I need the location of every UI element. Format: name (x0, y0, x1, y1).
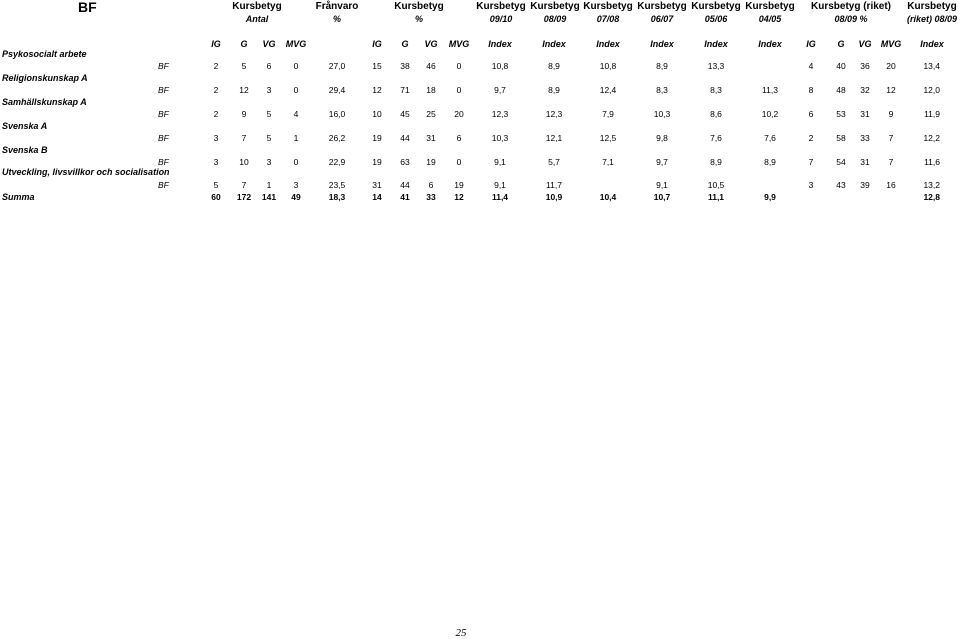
column-header-sub: 09/10 (489, 14, 513, 24)
table-cell: 39 (860, 180, 870, 190)
table-cell: 63 (400, 157, 410, 167)
table-cell: 27,0 (328, 61, 346, 71)
table-cell: 0 (456, 85, 462, 95)
table-cell: 9,7 (656, 157, 668, 167)
table-cell: 15 (372, 61, 382, 71)
table-cell: 8,3 (710, 85, 722, 95)
summary-cell: 9,9 (764, 192, 776, 202)
column-subheader: Index (542, 39, 566, 49)
row-label: Utveckling, livsvillkor och socialisation (2, 167, 170, 177)
table-cell: 0 (293, 61, 299, 71)
table-cell: 12,3 (545, 109, 563, 119)
table-cell: 12,1 (545, 133, 563, 143)
column-subheader: MVG (448, 39, 470, 49)
table-cell: 12,3 (491, 109, 509, 119)
table-cell: 12,2 (923, 133, 940, 143)
table-cell: 12 (372, 85, 382, 95)
table-cell: 10,5 (707, 180, 725, 190)
table-cell: 71 (400, 85, 410, 95)
column-subheader: Index (596, 39, 620, 49)
table-cell: 7,6 (764, 133, 776, 143)
column-subheader: Index (704, 39, 728, 49)
column-header: Kursbetyg (691, 1, 741, 12)
table-cell: 29,4 (328, 85, 346, 95)
table-cell: 0 (293, 85, 299, 95)
table-cell: 8,3 (656, 85, 668, 95)
summary-cell: 41 (400, 192, 410, 202)
table-cell: 8,9 (710, 157, 722, 167)
table-cell: 0 (293, 157, 299, 167)
table-cell: 9,8 (656, 133, 668, 143)
table-cell: 53 (836, 109, 846, 119)
table-cell: 13,2 (923, 180, 940, 190)
table-cell: 26,2 (328, 133, 346, 143)
table-cell: 10,8 (599, 61, 617, 71)
column-subheader: IG (372, 39, 382, 49)
row-label: Psykosocialt arbete (2, 49, 87, 59)
table-cell: 3 (293, 180, 299, 190)
table-cell: 19 (372, 133, 382, 143)
table-cell: 10,8 (491, 61, 509, 71)
table-cell: 4 (808, 61, 814, 71)
table-cell: 12 (239, 85, 249, 95)
table-cell: 32 (860, 85, 870, 95)
table-cell: 6 (428, 180, 434, 190)
table-cell: 8,9 (548, 85, 560, 95)
table-cell: 31 (860, 157, 870, 167)
column-header: Kursbetyg (530, 1, 580, 12)
table-cell: 2 (213, 109, 219, 119)
row-code: BF (158, 133, 169, 143)
table-cell: 7,1 (602, 157, 614, 167)
table-cell: 1 (266, 180, 272, 190)
summary-cell: 141 (261, 192, 277, 202)
table-cell: 13,3 (707, 61, 725, 71)
table-cell: 6 (808, 109, 814, 119)
column-header: Frånvaro (315, 1, 359, 12)
table-cell: 31 (860, 109, 870, 119)
column-header: Kursbetyg (riket) (810, 1, 892, 12)
table-cell: 8,6 (710, 109, 722, 119)
table-cell: 40 (836, 61, 846, 71)
column-subheader: G (240, 39, 248, 49)
table-cell: 45 (400, 109, 410, 119)
summary-cell: 11,1 (707, 192, 725, 202)
table-cell: 0 (456, 157, 462, 167)
table-cell: 25 (426, 109, 436, 119)
table-cell: 19 (454, 180, 464, 190)
column-header: Kursbetyg (583, 1, 633, 12)
table-cell: 7 (888, 157, 894, 167)
table-cell: 12,0 (923, 85, 940, 95)
column-subheader: Index (650, 39, 674, 49)
table-cell: 36 (860, 61, 870, 71)
column-subheader: VG (858, 39, 872, 49)
table-cell: 7,6 (710, 133, 722, 143)
column-header: Kursbetyg (232, 1, 282, 12)
table-cell: 9,1 (494, 180, 506, 190)
column-header: Kursbetyg (637, 1, 687, 12)
table-cell: 19 (426, 157, 436, 167)
column-subheader: VG (424, 39, 438, 49)
table-cell: 7 (888, 133, 894, 143)
table-cell: 3 (213, 133, 219, 143)
table-cell: 31 (372, 180, 382, 190)
table-cell: 18 (426, 85, 436, 95)
table-cell: 2 (808, 133, 814, 143)
column-header: Kursbetyg (394, 1, 444, 12)
summary-cell: 60 (211, 192, 221, 202)
column-subheader: MVG (285, 39, 307, 49)
summary-cell: 49 (291, 192, 301, 202)
column-header-sub: 07/08 (596, 14, 620, 24)
table-cell: 0 (456, 61, 462, 71)
column-header-sub: 05/06 (704, 14, 728, 24)
table-cell: 9,1 (656, 180, 668, 190)
column-header-sub: % (414, 14, 424, 24)
table-cell: 48 (836, 85, 846, 95)
table-cell: 38 (400, 61, 410, 71)
column-header-sub: 04/05 (758, 14, 782, 24)
table-cell: 9 (888, 109, 894, 119)
table-cell: 3 (808, 180, 814, 190)
table-cell: 54 (836, 157, 846, 167)
column-header-sub: 08/09 % (834, 14, 868, 24)
table-cell: 3 (213, 157, 219, 167)
column-header-sub: 08/09 (543, 14, 567, 24)
summary-cell: 10,4 (599, 192, 617, 202)
summary-cell: 12,8 (923, 192, 940, 202)
table-cell: 8,9 (548, 61, 560, 71)
column-header-sub: % (332, 14, 342, 24)
table-cell: 9,7 (494, 85, 506, 95)
table-cell: 10,3 (491, 133, 509, 143)
column-subheader: IG (211, 39, 221, 49)
column-header-sub: 06/07 (650, 14, 674, 24)
table-cell: 31 (426, 133, 436, 143)
column-header-sub: Antal (245, 14, 269, 24)
column-header-sub: (riket) 08/09 (906, 14, 958, 24)
table-cell: 8,9 (764, 157, 776, 167)
table-cell: 6 (456, 133, 462, 143)
summary-cell: 14 (372, 192, 382, 202)
table-cell: 5,7 (548, 157, 560, 167)
table-cell: 3 (266, 157, 272, 167)
table-cell: 6 (266, 61, 272, 71)
table-cell: 8 (808, 85, 814, 95)
row-code: BF (158, 180, 169, 190)
page-title: BF (78, 0, 97, 15)
table-cell: 13,4 (923, 61, 940, 71)
table-cell: 2 (213, 85, 219, 95)
table-cell: 43 (836, 180, 846, 190)
table-cell: 2 (213, 61, 219, 71)
table-cell: 5 (241, 61, 247, 71)
column-subheader: G (401, 39, 409, 49)
table-cell: 19 (372, 157, 382, 167)
row-label: Svenska B (2, 145, 48, 155)
column-subheader: IG (806, 39, 816, 49)
table-cell: 11,7 (546, 180, 562, 190)
table-cell: 16 (886, 180, 896, 190)
summary-cell: 33 (426, 192, 436, 202)
table-cell: 44 (400, 133, 410, 143)
table-cell: 12,4 (599, 85, 617, 95)
row-label: Svenska A (2, 121, 48, 131)
table-cell: 33 (860, 133, 870, 143)
column-subheader: Index (920, 39, 944, 49)
column-header: Kursbetyg (907, 1, 957, 12)
row-code: BF (158, 85, 169, 95)
table-cell: 9 (241, 109, 247, 119)
table-cell: 5 (266, 109, 272, 119)
column-header: Kursbetyg (476, 1, 526, 12)
column-subheader: MVG (880, 39, 902, 49)
table-cell: 11,6 (924, 157, 940, 167)
table-cell: 46 (426, 61, 436, 71)
table-cell: 10 (372, 109, 382, 119)
summary-cell: 10,9 (545, 192, 563, 202)
summary-cell: 10,7 (653, 192, 671, 202)
row-label: Samhällskunskap A (2, 97, 87, 107)
table-cell: 12 (886, 85, 896, 95)
summary-cell: 11,4 (491, 192, 509, 202)
table-cell: 10,3 (653, 109, 671, 119)
table-cell: 1 (293, 133, 299, 143)
table-cell: 5 (266, 133, 272, 143)
table-cell: 4 (293, 109, 299, 119)
table-cell: 9,1 (494, 157, 506, 167)
column-subheader: Index (488, 39, 512, 49)
table-cell: 7 (241, 180, 247, 190)
column-subheader: Index (758, 39, 782, 49)
table-cell: 20 (886, 61, 896, 71)
table-cell: 7,9 (602, 109, 614, 119)
table-cell: 44 (400, 180, 410, 190)
table-cell: 22,9 (328, 157, 346, 167)
summary-cell: 172 (236, 192, 252, 202)
table-cell: 10,2 (761, 109, 779, 119)
table-cell: 11,3 (762, 85, 778, 95)
table-cell: 58 (836, 133, 846, 143)
table-cell: 12,5 (599, 133, 617, 143)
row-code: BF (158, 61, 169, 71)
table-cell: 23,5 (328, 180, 346, 190)
table-cell: 11,9 (924, 109, 940, 119)
table-cell: 10 (239, 157, 249, 167)
summary-label: Summa (2, 192, 35, 202)
table-cell: 7 (241, 133, 247, 143)
row-code: BF (158, 109, 169, 119)
table-cell: 7 (808, 157, 814, 167)
row-code: BF (158, 157, 169, 167)
table-cell: 5 (213, 180, 219, 190)
page-number: 25 (455, 627, 467, 639)
summary-cell: 12 (454, 192, 464, 202)
summary-cell: 18,3 (328, 192, 346, 202)
column-subheader: VG (262, 39, 276, 49)
column-subheader: G (837, 39, 845, 49)
table-cell: 20 (454, 109, 464, 119)
table-cell: 8,9 (656, 61, 668, 71)
table-cell: 16,0 (328, 109, 346, 119)
column-header: Kursbetyg (745, 1, 795, 12)
row-label: Religionskunskap A (2, 73, 88, 83)
table-cell: 3 (266, 85, 272, 95)
